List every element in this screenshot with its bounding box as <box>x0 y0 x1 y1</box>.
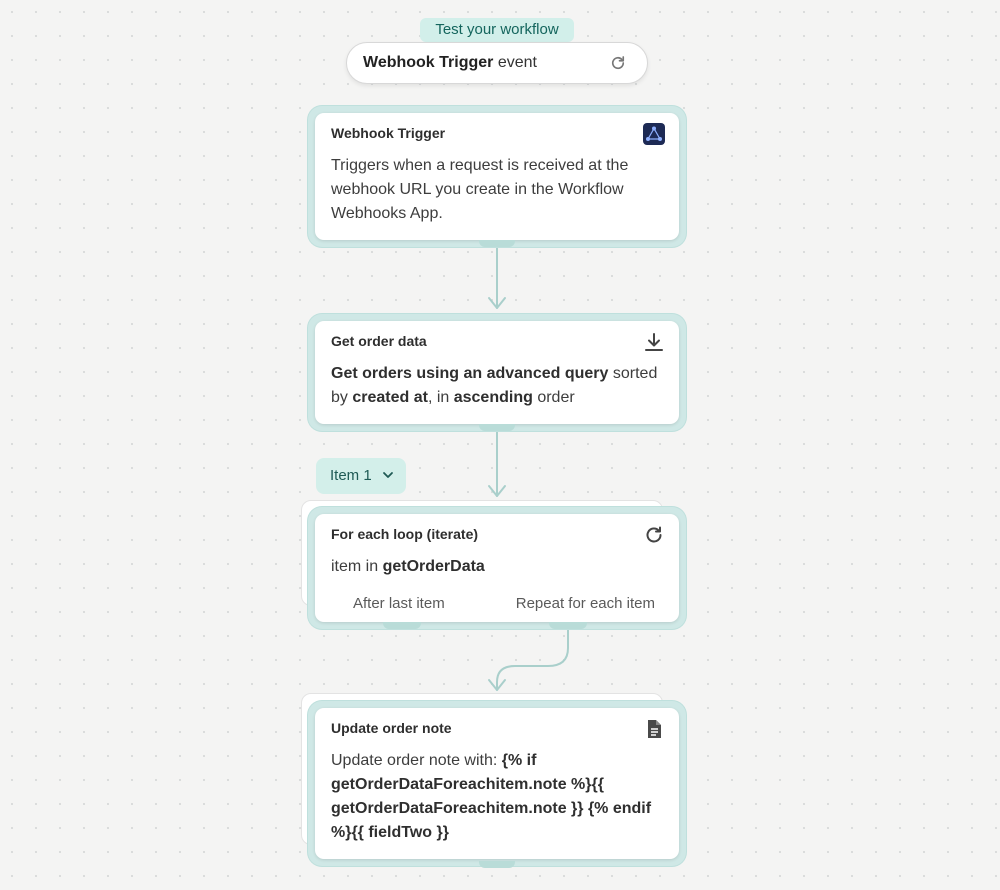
item-selector[interactable] <box>316 458 406 494</box>
loop-branches <box>331 595 663 612</box>
chevron-down-icon <box>382 469 394 481</box>
step-card-webhook-trigger[interactable] <box>308 106 686 247</box>
test-workflow-label: Test your workflow <box>420 18 574 42</box>
branch-after-last-item[interactable]: After last item <box>353 595 445 612</box>
step-title: For each loop (iterate) <box>331 526 479 542</box>
output-handle[interactable] <box>479 240 515 247</box>
step-description: Triggers when a request is received at the webhook URL you create in the Workflow Webhooks App. <box>331 157 629 222</box>
connector-loop-to-update <box>497 628 568 690</box>
step-description: Get orders using an advanced query sorted by created at, in ascending order <box>331 365 658 406</box>
step-card-get-order-data[interactable] <box>308 314 686 431</box>
loop-icon <box>643 524 665 546</box>
step-card-update-order-note[interactable] <box>308 701 686 866</box>
event-suffix: event <box>497 54 537 71</box>
output-handle[interactable] <box>479 861 515 868</box>
step-description: Update order note with: {% if getOrderDataForeachitem.note %}{{ getOrderDataForeachitem.note }} {% endif %}{{ fieldTwo }} <box>331 752 652 841</box>
document-icon <box>643 718 665 740</box>
step-title: Get order data <box>331 333 427 349</box>
trigger-name: Webhook Trigger <box>363 54 494 71</box>
step-title: Update order note <box>331 720 452 736</box>
step-card-for-each-loop[interactable] <box>308 507 686 629</box>
after-last-item-handle[interactable] <box>383 622 421 629</box>
event-selector[interactable] <box>346 42 648 84</box>
repeat-handle[interactable] <box>549 622 587 629</box>
webhooks-app-icon <box>643 123 665 145</box>
branch-repeat-for-each[interactable]: Repeat for each item <box>515 595 655 612</box>
refresh-icon[interactable] <box>609 54 627 72</box>
item-label: Item 1 <box>330 467 372 484</box>
download-icon <box>643 331 665 353</box>
output-handle[interactable] <box>479 424 515 431</box>
step-description: item in getOrderData <box>331 558 485 575</box>
step-title: Webhook Trigger <box>331 125 446 141</box>
